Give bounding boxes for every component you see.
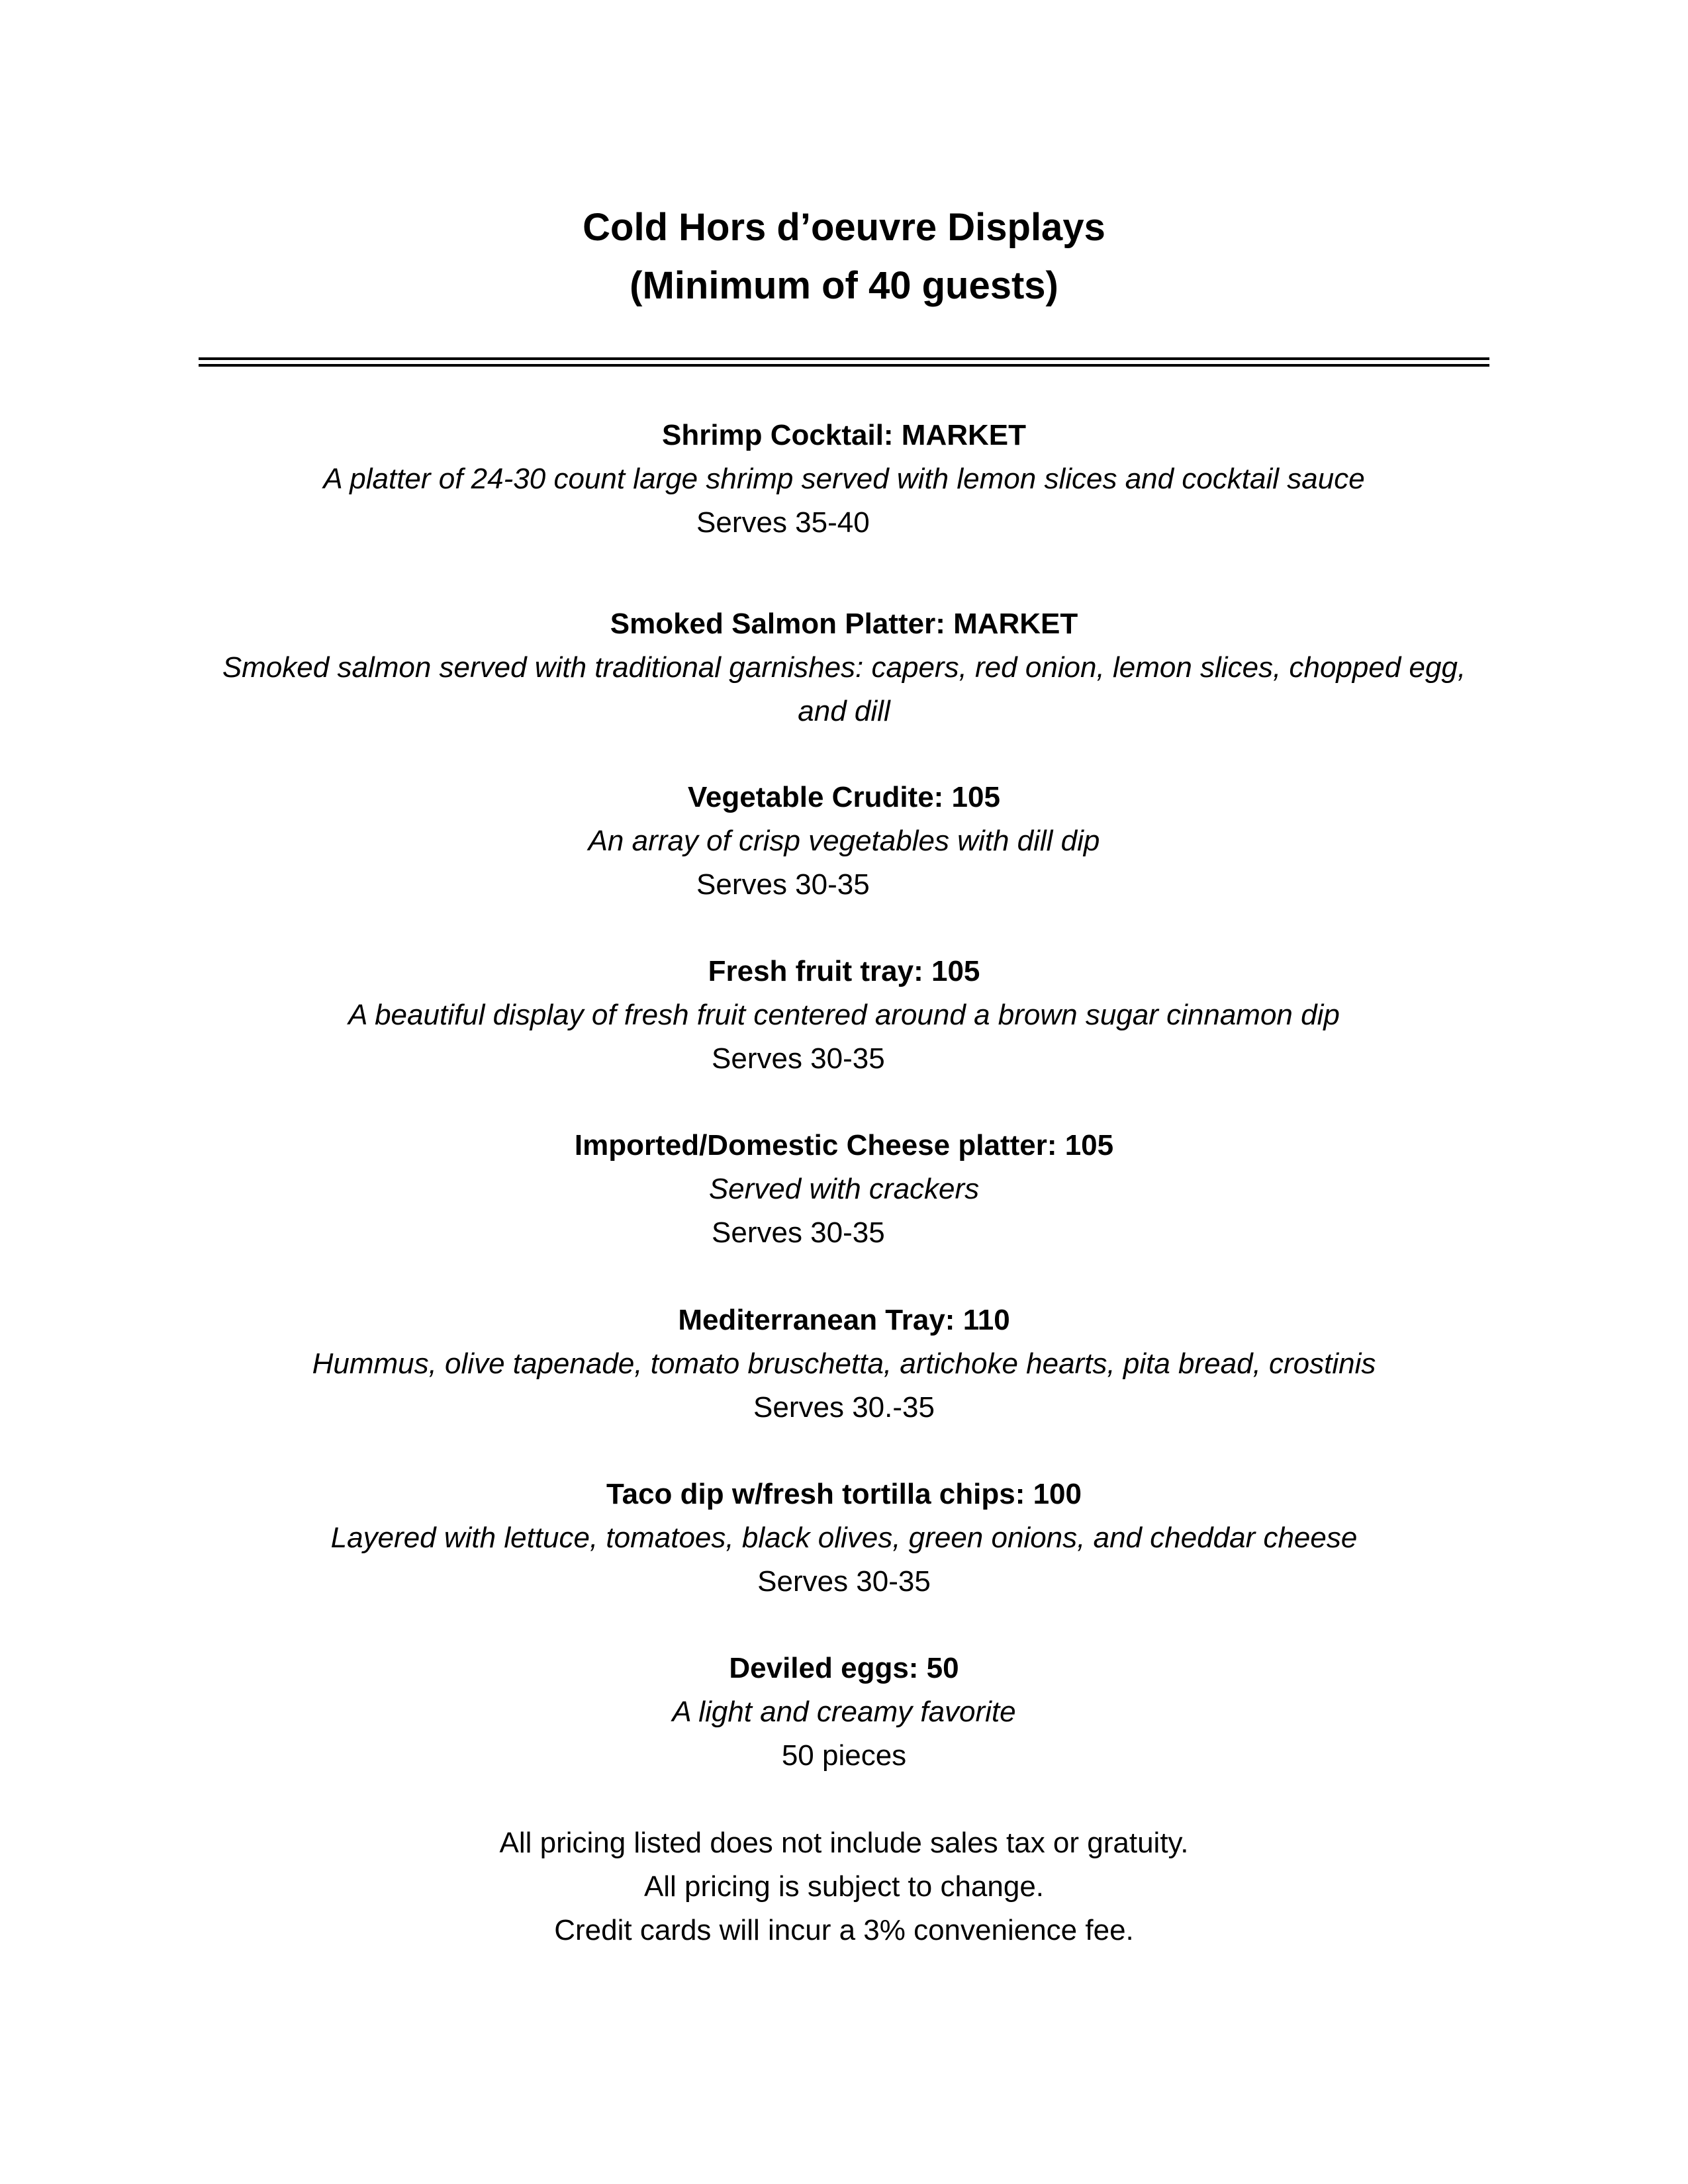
menu-item-smoked-salmon	[0, 602, 1688, 733]
item-description: A platter of 24-30 count large shrimp served with lemon slices and cocktail sauce	[323, 463, 1365, 495]
item-name: Imported/Domestic Cheese platter: 105	[574, 1129, 1114, 1161]
pricing-note-change: All pricing is subject to change.	[643, 1870, 1045, 1903]
pricing-note-tax: All pricing listed does not include sales tax or gratuity.	[499, 1827, 1189, 1859]
item-name: Fresh fruit tray: 105	[708, 955, 980, 987]
menu-item-taco-dip	[0, 1473, 1688, 1604]
item-name: Taco dip w/fresh tortilla chips: 100	[606, 1478, 1082, 1510]
item-name: Vegetable Crudite: 105	[688, 781, 1000, 813]
item-serves: Serves 35-40	[696, 506, 870, 539]
item-description: An array of crisp vegetables with dill dip	[588, 825, 1100, 857]
menu-item-shrimp-cocktail	[0, 414, 1688, 545]
menu-item-deviled-eggs	[0, 1647, 1688, 1778]
title-divider-top	[199, 357, 1489, 360]
menu-item-fresh-fruit-tray	[0, 950, 1688, 1081]
title-line-1: Cold Hors d’oeuvre Displays	[583, 206, 1105, 249]
item-serves: Serves 30-35	[696, 868, 870, 901]
item-serves: Serves 30-35	[757, 1565, 931, 1598]
item-serves: Serves 30-35	[712, 1216, 885, 1249]
item-description-continued: and dill	[798, 695, 890, 727]
item-name: Smoked Salmon Platter: MARKET	[610, 608, 1078, 640]
title-divider-bottom	[199, 364, 1489, 367]
pricing-note-credit-card: Credit cards will incur a 3% convenience fee.	[554, 1914, 1134, 1946]
item-description: Hummus, olive tapenade, tomato bruschetta, artichoke hearts, pita bread, crostinis	[312, 1347, 1376, 1380]
page-title	[0, 199, 1688, 315]
pricing-notes	[0, 1821, 1688, 1952]
menu-item-vegetable-crudite	[0, 776, 1688, 907]
item-name: Mediterranean Tray: 110	[678, 1304, 1010, 1336]
item-name: Shrimp Cocktail: MARKET	[661, 419, 1027, 451]
item-description: Layered with lettuce, tomatoes, black olives, green onions, and cheddar cheese	[330, 1522, 1358, 1554]
menu-item-cheese-platter	[0, 1124, 1688, 1255]
item-serves: Serves 30-35	[712, 1042, 885, 1075]
title-line-2: (Minimum of 40 guests)	[630, 264, 1058, 307]
item-description: Served with crackers	[708, 1173, 980, 1205]
menu-item-mediterranean-tray	[0, 1298, 1688, 1430]
item-serves: Serves 30.-35	[753, 1391, 935, 1424]
item-name: Deviled eggs: 50	[729, 1652, 959, 1684]
item-description: A light and creamy favorite	[672, 1696, 1016, 1728]
item-description: Smoked salmon served with traditional garnishes: capers, red onion, lemon slices, chopped egg,	[222, 651, 1466, 684]
item-serves: 50 pieces	[781, 1739, 907, 1772]
item-description: A beautiful display of fresh fruit centered around a brown sugar cinnamon dip	[348, 999, 1340, 1031]
